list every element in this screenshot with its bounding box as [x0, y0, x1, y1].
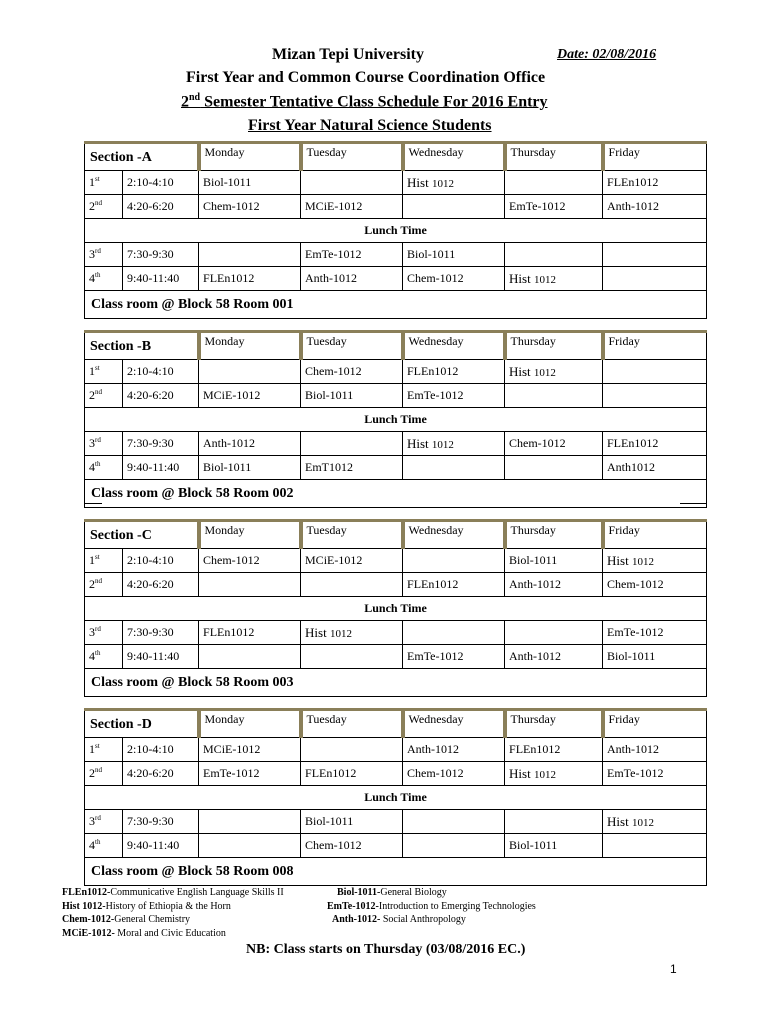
period-number: 2nd	[85, 384, 123, 408]
schedule-cell	[505, 810, 603, 834]
schedule-cell: Chem-1012	[301, 834, 403, 858]
schedule-cell: Hist 1012	[603, 810, 707, 834]
period-time: 7:30-9:30	[123, 432, 199, 456]
schedule-cell	[301, 432, 403, 456]
schedule-cell: Hist 1012	[505, 360, 603, 384]
legend-item: MCiE-1012- Moral and Civic Education	[62, 928, 226, 939]
schedule-cell: FLEn1012	[603, 432, 707, 456]
schedule-cell: FLEn1012	[603, 171, 707, 195]
section-title: Section -C	[85, 521, 199, 549]
table-row	[85, 432, 707, 456]
table-row	[85, 267, 707, 291]
schedule-table	[84, 330, 707, 508]
day-header: Tuesday	[301, 143, 403, 171]
period-time: 4:20-6:20	[123, 195, 199, 219]
course-code: 1012	[431, 438, 454, 451]
course-code: 1012	[533, 768, 556, 781]
period-time: 9:40-11:40	[123, 267, 199, 291]
page-edge-mark-right	[680, 503, 706, 504]
day-header: Thursday	[505, 143, 603, 171]
period-number: 1st	[85, 171, 123, 195]
schedule-cell	[301, 645, 403, 669]
period-number: 2nd	[85, 762, 123, 786]
schedule-cell	[403, 621, 505, 645]
schedule-cell	[403, 834, 505, 858]
classroom-location: Class room @ Block 58 Room 001	[85, 291, 707, 319]
course-code: 1012	[533, 273, 556, 286]
schedule-cell	[505, 171, 603, 195]
period-number: 2nd	[85, 195, 123, 219]
schedule-cell	[505, 243, 603, 267]
schedule-cell: Anth-1012	[301, 267, 403, 291]
schedule-cell: MCiE-1012	[301, 549, 403, 573]
period-number: 3rd	[85, 621, 123, 645]
day-header: Friday	[603, 332, 707, 360]
table-row	[85, 834, 707, 858]
period-time: 4:20-6:20	[123, 762, 199, 786]
day-header: Wednesday	[403, 143, 505, 171]
schedule-table	[84, 519, 707, 697]
period-time: 9:40-11:40	[123, 645, 199, 669]
day-header: Thursday	[505, 710, 603, 738]
period-number: 4th	[85, 645, 123, 669]
schedule-cell	[199, 834, 301, 858]
table-row	[85, 384, 707, 408]
schedule-cell	[301, 171, 403, 195]
period-number: 4th	[85, 834, 123, 858]
schedule-cell: FLEn1012	[403, 573, 505, 597]
period-time: 2:10-4:10	[123, 738, 199, 762]
classroom-location: Class room @ Block 58 Room 003	[85, 669, 707, 697]
period-number: 4th	[85, 456, 123, 480]
schedule-cell: Anth-1012	[505, 645, 603, 669]
period-time: 9:40-11:40	[123, 456, 199, 480]
lunch-time-row: Lunch Time	[85, 597, 707, 621]
schedule-cell: EmTe-1012	[505, 195, 603, 219]
schedule-cell	[301, 573, 403, 597]
course-code: 1012	[431, 177, 454, 190]
schedule-cell: FLEn1012	[199, 267, 301, 291]
schedule-cell: MCiE-1012	[199, 738, 301, 762]
schedule-cell: Anth1012	[603, 456, 707, 480]
schedule-table	[84, 708, 707, 886]
schedule-cell	[199, 810, 301, 834]
schedule-cell: Chem-1012	[199, 195, 301, 219]
day-header: Tuesday	[301, 332, 403, 360]
period-number: 3rd	[85, 810, 123, 834]
table-row	[85, 456, 707, 480]
schedule-cell: MCiE-1012	[199, 384, 301, 408]
day-header: Thursday	[505, 332, 603, 360]
schedule-cell	[403, 195, 505, 219]
schedule-cell: Biol-1011	[403, 243, 505, 267]
period-number: 4th	[85, 267, 123, 291]
schedule-cell: FLEn1012	[505, 738, 603, 762]
schedule-cell	[199, 645, 301, 669]
schedule-cell: Anth-1012	[505, 573, 603, 597]
table-row	[85, 549, 707, 573]
table-row	[85, 171, 707, 195]
office-name: First Year and Common Course Coordination Office	[186, 69, 546, 86]
schedule-cell	[403, 549, 505, 573]
day-header: Friday	[603, 143, 707, 171]
period-number: 1st	[85, 549, 123, 573]
table-row	[85, 573, 707, 597]
period-time: 9:40-11:40	[123, 834, 199, 858]
day-header: Wednesday	[403, 332, 505, 360]
schedule-cell: Hist 1012	[505, 267, 603, 291]
schedule-cell: FLEn1012	[403, 360, 505, 384]
day-header: Monday	[199, 710, 301, 738]
schedule-cell: Chem-1012	[199, 549, 301, 573]
schedule-cell	[199, 573, 301, 597]
day-header: Friday	[603, 521, 707, 549]
table-row	[85, 762, 707, 786]
schedule-cell: EmTe-1012	[603, 621, 707, 645]
schedule-cell	[199, 243, 301, 267]
schedule-cell: EmTe-1012	[403, 645, 505, 669]
schedule-cell: EmTe-1012	[603, 762, 707, 786]
lunch-time-row: Lunch Time	[85, 219, 707, 243]
schedule-table	[84, 141, 707, 319]
schedule-cell	[603, 360, 707, 384]
legend-item: FLEn1012-Communicative English Language Skills II	[62, 887, 284, 898]
legend-item: Hist 1012-History of Ethiopia & the Horn	[62, 901, 231, 912]
schedule-cell: Chem-1012	[301, 360, 403, 384]
course-code: 1012	[329, 627, 352, 640]
schedule-cell: Hist 1012	[403, 171, 505, 195]
schedule-cell: Chem-1012	[403, 267, 505, 291]
schedule-cell: EmTe-1012	[301, 243, 403, 267]
schedule-cell: Biol-1011	[199, 171, 301, 195]
lunch-time-row: Lunch Time	[85, 786, 707, 810]
schedule-cell: Biol-1011	[505, 549, 603, 573]
period-time: 2:10-4:10	[123, 360, 199, 384]
page-number: 1	[670, 962, 677, 976]
period-time: 7:30-9:30	[123, 243, 199, 267]
schedule-cell: Biol-1011	[199, 456, 301, 480]
day-header: Thursday	[505, 521, 603, 549]
schedule-cell: EmTe-1012	[199, 762, 301, 786]
legend-item: Biol-1011-General Biology	[337, 887, 447, 898]
classroom-location: Class room @ Block 58 Room 002	[85, 480, 707, 508]
schedule-cell: Anth-1012	[603, 195, 707, 219]
schedule-cell: Biol-1011	[301, 810, 403, 834]
period-number: 1st	[85, 360, 123, 384]
day-header: Monday	[199, 521, 301, 549]
schedule-cell: Chem-1012	[505, 432, 603, 456]
day-header: Tuesday	[301, 710, 403, 738]
schedule-cell	[505, 621, 603, 645]
schedule-cell	[403, 810, 505, 834]
start-note: NB: Class starts on Thursday (03/08/2016 EC.)	[246, 942, 526, 957]
day-header: Monday	[199, 143, 301, 171]
schedule-cell: Hist 1012	[301, 621, 403, 645]
legend-item: Chem-1012-General Chemistry	[62, 914, 191, 925]
day-header: Tuesday	[301, 521, 403, 549]
schedule-cell: MCiE-1012	[301, 195, 403, 219]
table-row	[85, 195, 707, 219]
period-number: 1st	[85, 738, 123, 762]
day-header: Wednesday	[403, 710, 505, 738]
document-date: Date: 02/08/2016	[557, 47, 657, 62]
lunch-time-row: Lunch Time	[85, 408, 707, 432]
course-code: 1012	[631, 816, 654, 829]
period-number: 3rd	[85, 432, 123, 456]
schedule-cell	[603, 267, 707, 291]
schedule-cell: Biol-1011	[505, 834, 603, 858]
schedule-cell: Biol-1011	[603, 645, 707, 669]
schedule-cell	[505, 456, 603, 480]
schedule-cell: EmT1012	[301, 456, 403, 480]
semester-title: 2nd Semester Tentative Class Schedule For 2016 Entry	[181, 92, 548, 111]
section-title: Section -A	[85, 143, 199, 171]
schedule-cell: Anth-1012	[199, 432, 301, 456]
section-title: Section -D	[85, 710, 199, 738]
schedule-cell: Anth-1012	[403, 738, 505, 762]
table-row	[85, 738, 707, 762]
period-time: 7:30-9:30	[123, 810, 199, 834]
schedule-cell	[603, 834, 707, 858]
schedule-cell	[505, 384, 603, 408]
course-code: 1012	[533, 366, 556, 379]
table-row	[85, 810, 707, 834]
schedule-cell: Biol-1011	[301, 384, 403, 408]
schedule-cell: FLEn1012	[301, 762, 403, 786]
day-header: Friday	[603, 710, 707, 738]
schedule-cell	[603, 384, 707, 408]
schedule-cell: Hist 1012	[505, 762, 603, 786]
classroom-location: Class room @ Block 58 Room 008	[85, 858, 707, 886]
schedule-cell: Hist 1012	[403, 432, 505, 456]
page-edge-mark-left	[84, 503, 102, 504]
day-header: Wednesday	[403, 521, 505, 549]
course-code: 1012	[631, 555, 654, 568]
schedule-cell: Chem-1012	[603, 573, 707, 597]
table-row	[85, 645, 707, 669]
section-title: Section -B	[85, 332, 199, 360]
day-header: Monday	[199, 332, 301, 360]
schedule-cell: Chem-1012	[403, 762, 505, 786]
target-students: First Year Natural Science Students	[248, 117, 492, 134]
schedule-cell	[403, 456, 505, 480]
period-time: 4:20-6:20	[123, 573, 199, 597]
table-row	[85, 621, 707, 645]
period-number: 3rd	[85, 243, 123, 267]
schedule-cell: Anth-1012	[603, 738, 707, 762]
schedule-cell: EmTe-1012	[403, 384, 505, 408]
schedule-cell	[301, 738, 403, 762]
schedule-cell: FLEn1012	[199, 621, 301, 645]
table-row	[85, 243, 707, 267]
period-time: 2:10-4:10	[123, 549, 199, 573]
schedule-cell	[603, 243, 707, 267]
period-time: 4:20-6:20	[123, 384, 199, 408]
legend-item: EmTe-1012-Introduction to Emerging Technologies	[327, 901, 536, 912]
period-time: 7:30-9:30	[123, 621, 199, 645]
schedule-cell	[199, 360, 301, 384]
university-name: Mizan Tepi University	[272, 46, 425, 63]
legend-item: Anth-1012- Social Anthropology	[332, 914, 466, 925]
period-time: 2:10-4:10	[123, 171, 199, 195]
schedule-cell: Hist 1012	[603, 549, 707, 573]
period-number: 2nd	[85, 573, 123, 597]
table-row	[85, 360, 707, 384]
